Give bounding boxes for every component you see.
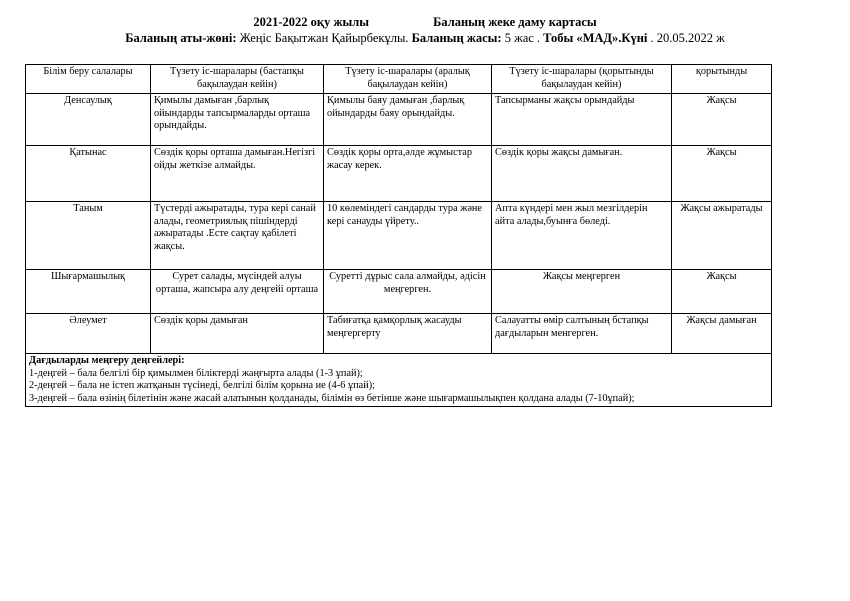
document-header [0, 14, 850, 46]
date-value: . 20.05.2022 ж [650, 31, 725, 45]
age-value: 5 жас . [504, 31, 541, 45]
table-row [26, 314, 772, 354]
result-cell: Жақсы [672, 270, 772, 314]
table-row [26, 146, 772, 202]
result-cell: Жақсы дамыған [672, 314, 772, 354]
initial-cell: Қимылы дамыған ,барлық ойындарды тапсырмаларды орташа орындайды. [151, 94, 324, 146]
legend-level-1: 1-деңгей – бала белгілі бір қимылмен біліктерді жаңғырта алады (1-3 ұпай); [29, 367, 363, 379]
table-row [26, 202, 772, 270]
interim-cell: Суретті дұрыс сала алмайды, әдісін меңгерген. [324, 270, 492, 314]
interim-cell: Сөздік қоры орта,әлде жұмыстар жасау керек. [324, 146, 492, 202]
date-label: Күні [621, 31, 648, 45]
initial-cell: Сөздік қоры дамыған [151, 314, 324, 354]
legend-level-3: 3-деңгей – бала өзінің білетінін және жасай алатынын қолданады, білімін өз бетінше және шығармашылықпен қолдана алады (7-10ұпай); [29, 392, 635, 404]
area-cell: Шығармашылық [26, 270, 151, 314]
column-header-interim: Түзету іс-шаралары (аралық бақылаудан кейін) [324, 65, 492, 94]
levels-legend [26, 354, 772, 407]
initial-cell: Сөздік қоры орташа дамыған.Негізгі ойды жеткізе алмайды. [151, 146, 324, 202]
area-cell: Таным [26, 202, 151, 270]
final-cell: Апта күндері мен жыл мезгілдерін айта алады,буынға бөледі. [492, 202, 672, 270]
table-row [26, 270, 772, 314]
column-header-result: қорытынды [672, 65, 772, 94]
name-value: Жеңіс Бақытжан Қайырбекұлы. [239, 31, 409, 45]
group-label: Тобы «МАД». [543, 31, 622, 45]
name-label: Баланың аты-жөні: [125, 31, 237, 45]
area-cell: Әлеумет [26, 314, 151, 354]
final-cell: Жақсы меңгерген [492, 270, 672, 314]
result-cell: Жақсы ажыратады [672, 202, 772, 270]
area-cell: Қатынас [26, 146, 151, 202]
card-title: Баланың жеке даму картасы [433, 15, 597, 29]
interim-cell: 10 көлеміндегі сандарды тура және кері санауды үйрету.. [324, 202, 492, 270]
result-cell: Жақсы [672, 94, 772, 146]
table-row [26, 94, 772, 146]
result-cell: Жақсы [672, 146, 772, 202]
age-label: Баланың жасы: [411, 31, 502, 45]
legend-title: Дағдыларды меңгеру деңгейлері: [29, 355, 185, 366]
interim-cell: Табиғатқа қамқорлық жасауды меңгергерту [324, 314, 492, 354]
final-cell: Тапсырманы жақсы орындайды [492, 94, 672, 146]
legend-level-2: 2-деңгей – бала не істеп жатқанын түсінеді, белгілі білім қорына ие (4-6 ұпай); [29, 380, 376, 391]
interim-cell: Қимылы баяу дамыған ,барлық ойындарды баяу орындайды. [324, 94, 492, 146]
initial-cell: Түстерді ажыратады, тура кері санай алады, геометриялық пішіндерді ажыратады .Есте сақтау қабілеті жақсы. [151, 202, 324, 270]
development-card-table [25, 64, 772, 407]
academic-year: 2021-2022 оқу жылы [253, 15, 370, 29]
column-header-initial: Түзету іс-шаралары (бастапқы бақылаудан кейін) [151, 65, 324, 94]
area-cell: Денсаулық [26, 94, 151, 146]
column-header-final: Түзету іс-шаралары (қорытынды бақылаудан кейін) [492, 65, 672, 94]
header-info-line [0, 30, 850, 46]
legend-row [26, 354, 772, 407]
final-cell: Салауатты өмір салтының бстапқы дағдыларын менгерген. [492, 314, 672, 354]
header-title-line [0, 14, 850, 30]
column-header-area: Білім беру салалары [26, 65, 151, 94]
table-header-row [26, 65, 772, 94]
initial-cell: Сурет салады, мүсіндей алуы орташа, жапсыра алу деңгейі орташа [151, 270, 324, 314]
final-cell: Сөздік қоры жақсы дамыған. [492, 146, 672, 202]
